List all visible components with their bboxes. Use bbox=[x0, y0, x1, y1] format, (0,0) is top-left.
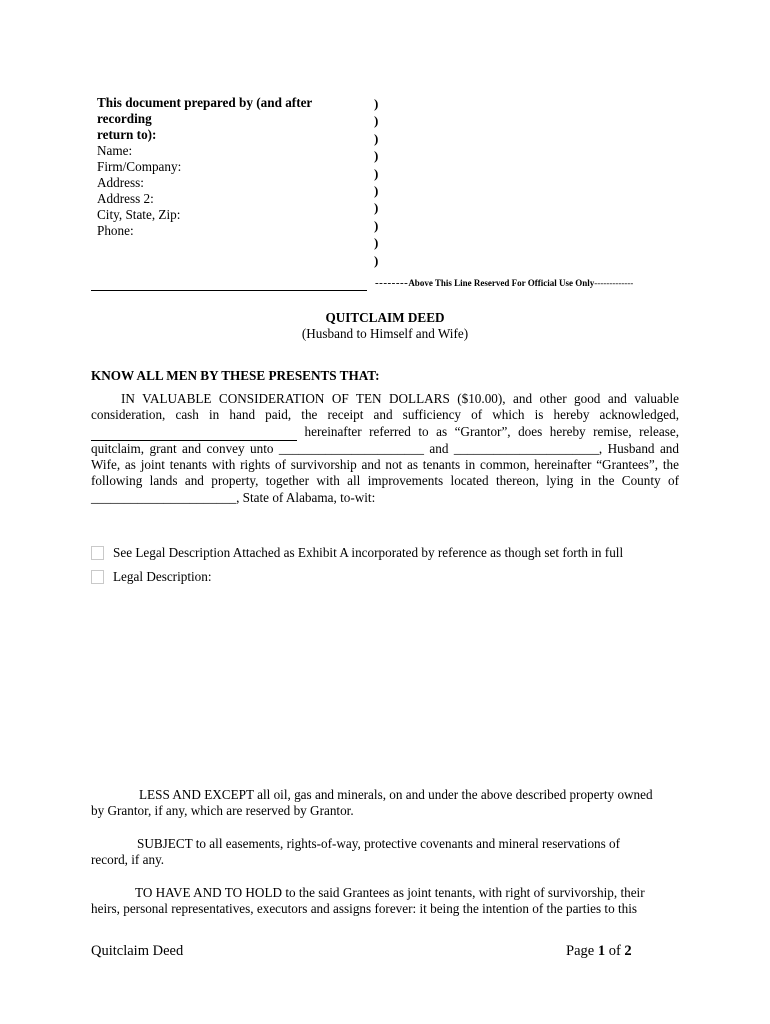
legal-description-checkbox[interactable] bbox=[91, 570, 104, 584]
less-except-line1: LESS AND EXCEPT all oil, gas and minerals, on and under the above described property owned bbox=[139, 787, 653, 802]
exhibit-option bbox=[91, 545, 623, 561]
document-subtitle: (Husband to Himself and Wife) bbox=[301, 326, 469, 341]
preparer-address2-label: Address 2: bbox=[97, 191, 154, 206]
subject-line1: SUBJECT to all easements, rights-of-way, protective covenants and mineral reservations of bbox=[137, 836, 621, 851]
paren: ) bbox=[374, 148, 379, 164]
official-use-tail: ------------- bbox=[594, 278, 634, 288]
legal-description-option bbox=[91, 569, 212, 585]
page-label: Page bbox=[566, 943, 595, 959]
paren: ) bbox=[374, 130, 379, 146]
paren: ) bbox=[374, 183, 379, 199]
subject-line2: record, if any. bbox=[91, 852, 165, 868]
document-title: QUITCLAIM DEED bbox=[325, 310, 445, 325]
preparer-city-state-zip-label: City, State, Zip: bbox=[97, 207, 181, 222]
grantor-name-blank[interactable] bbox=[91, 424, 297, 441]
preparer-firm-label: Firm/Company: bbox=[97, 159, 182, 174]
preparer-name-label: Name: bbox=[97, 143, 133, 158]
subject-to-paragraph bbox=[91, 836, 679, 869]
less-except-line2: by Grantor, if any, which are reserved by Grantor. bbox=[91, 803, 354, 819]
preparer-block bbox=[97, 95, 367, 239]
footer-page-number bbox=[566, 943, 632, 960]
preparer-phone-label: Phone: bbox=[97, 223, 134, 238]
preparer-divider-line bbox=[91, 290, 367, 291]
paren: ) bbox=[374, 217, 379, 233]
preparer-heading-line1: This document prepared by (and after recording bbox=[97, 95, 313, 126]
official-use-notice bbox=[375, 277, 633, 289]
consideration-paragraph bbox=[91, 391, 679, 506]
footer-document-name: Quitclaim Deed bbox=[91, 943, 184, 959]
consideration-text-2: hereinafter referred to as “Grantor”, does hereby remise, release, quitclaim, grant and convey unto ______________________ and ______________________, Husband and Wife, as joint tenants with rights of survivorship and not as tenants in common, hereinafter “Grantees”, the following lands and property, together with all improvements located thereon, lying in the County of ______________________, State of Alabama, to-wit: bbox=[91, 423, 679, 505]
page-of: of bbox=[608, 943, 621, 959]
to-have-line1: TO HAVE AND TO HOLD to the said Grantees as joint tenants, with right of survivorship, their bbox=[135, 885, 645, 900]
to-have-paragraph bbox=[91, 885, 679, 918]
know-all-men-heading: KNOW ALL MEN BY THESE PRESENTS THAT: bbox=[91, 368, 380, 383]
less-and-except-paragraph bbox=[91, 787, 679, 820]
paren: ) bbox=[374, 113, 379, 129]
legal-description-label: Legal Description: bbox=[113, 569, 212, 584]
paren: ) bbox=[374, 252, 379, 268]
paren: ) bbox=[374, 96, 379, 111]
preparer-address-label: Address: bbox=[97, 175, 144, 190]
official-use-text: Above This Line Reserved For Official Use Only bbox=[408, 278, 595, 288]
paren: ) bbox=[374, 235, 379, 251]
to-have-line2: heirs, personal representatives, executors and assigns forever: it being the intention of the parties to this bbox=[91, 901, 638, 917]
exhibit-checkbox[interactable] bbox=[91, 546, 104, 560]
consideration-text-1: IN VALUABLE CONSIDERATION OF TEN DOLLARS ($10.00), and other good and valuable consideration, cash in hand paid, the receipt and sufficiency of which is hereby acknowledged, bbox=[91, 391, 679, 423]
official-use-dashes: -------- bbox=[375, 277, 409, 289]
exhibit-option-label: See Legal Description Attached as Exhibit A incorporated by reference as though set forth in full bbox=[113, 545, 624, 560]
preparer-heading-line2: return to): bbox=[97, 127, 157, 142]
paren: ) bbox=[374, 165, 379, 181]
parenthesis-column bbox=[374, 95, 384, 269]
page-total: 2 bbox=[624, 943, 632, 959]
paren: ) bbox=[374, 200, 379, 216]
page-current: 1 bbox=[597, 943, 606, 959]
